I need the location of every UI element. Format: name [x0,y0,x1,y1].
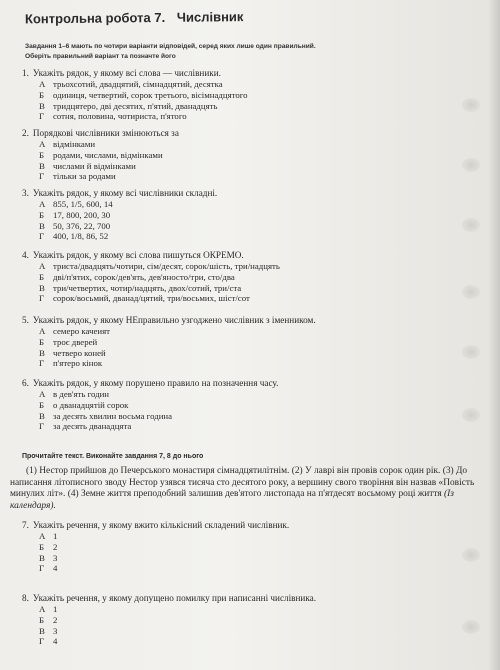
option-letter: А [39,199,46,209]
option-text: четверо коней [53,347,106,358]
option-b[interactable] [22,90,430,101]
option-text: три/четвертих, чотир/надцять, двох/сотий, три/ста [53,282,242,293]
option-h[interactable] [22,421,430,432]
option-text: 17, 800, 200, 30 [53,209,111,220]
question-text: Укажіть рядок, у якому НЕправильно узгоджено числівник з іменником. [32,315,316,325]
option-letter: В [39,625,45,636]
option-b[interactable] [22,400,430,411]
show-through-mark [462,408,480,422]
instructions-line-2: Оберіть правильний варіант та позначте його [25,53,176,60]
option-text: за десять хвилин восьма година [53,410,173,421]
option-letter: А [39,604,46,614]
question-number: 6. [22,378,29,388]
option-v[interactable] [22,101,430,112]
question-2 [22,127,430,182]
option-letter: Б [39,336,45,347]
option-a[interactable] [22,261,430,272]
option-text: 50, 376, 22, 700 [53,220,111,231]
option-text: відмінками [53,139,96,149]
option-h[interactable] [22,563,430,574]
option-letter: Б [39,399,45,410]
option-letter: Г [39,171,45,182]
option-letter: Г [39,563,45,574]
option-b[interactable] [22,542,430,553]
show-through-mark [462,218,480,232]
option-b[interactable] [22,272,430,283]
question-text: Укажіть рядок, у якому порушено правило на позначення часу. [32,378,279,388]
option-letter: А [39,326,46,336]
option-a[interactable] [22,531,430,542]
option-a[interactable] [22,326,430,337]
option-h[interactable] [22,231,430,242]
option-letter: Б [39,209,45,220]
question-1 [22,67,430,122]
option-h[interactable] [22,171,430,182]
option-text: тридцятеро, дві десятих, п'ятий, дванадцять [53,100,218,111]
question-text: Укажіть рядок, у якому всі слова пишуться ОКРЕМО. [32,250,244,260]
option-text: п'ятеро кінок [53,358,103,369]
option-text: числами й відмінками [53,160,136,171]
option-text: 2 [53,541,58,552]
question-number: 4. [22,250,29,260]
option-h[interactable] [22,358,430,369]
reading-passage [10,452,490,512]
option-a[interactable] [22,199,430,210]
option-text: 3 [53,552,58,563]
option-a[interactable] [22,79,430,90]
option-text: в дев'ять годин [53,389,109,399]
option-letter: Г [39,111,45,122]
option-text: сотня, половина, чотириста, п'ятого [53,111,187,122]
option-h[interactable] [22,293,430,304]
question-text: Укажіть рядок, у якому всі числівники складні. [32,188,218,198]
option-text: трьохсотий, двадцятий, сімнадцятий, десятка [53,79,223,89]
option-letter: В [39,410,45,421]
option-a[interactable] [22,604,430,615]
option-h[interactable] [22,636,430,647]
show-through-mark [462,285,480,299]
question-text: Укажіть рядок, у якому всі слова — числівники. [32,68,221,78]
option-v[interactable] [22,553,430,564]
question-text: Укажіть речення, у якому вжито кількісний складений числівник. [32,520,290,530]
show-through-mark [462,548,480,562]
option-v[interactable] [22,348,430,359]
reading-body [10,466,490,512]
option-v[interactable] [22,411,430,422]
option-text: 1 [53,531,58,541]
option-letter: В [39,282,45,293]
option-text: 3 [53,625,58,636]
show-through-mark [462,98,480,112]
option-text: 855, 1/5, 600, 14 [53,199,113,209]
option-a[interactable] [22,139,430,150]
option-text: одиниця, четвертий, сорок третього, вісімнадцятого [53,89,248,100]
option-letter: А [39,531,46,541]
question-number: 7. [22,520,29,530]
option-text: 4 [53,563,58,574]
option-letter: Б [39,614,45,625]
option-letter: Г [39,421,45,432]
instructions-line-1: Завдання 1–6 мають по чотири варіанти відповідей, серед яких лише один правильний. [25,43,316,50]
show-through-mark [462,620,480,634]
option-text: семеро качеият [53,326,111,336]
option-text: дві/п'ятих, сорок/дев'ять, дев'яносто/три, сто/два [53,271,235,282]
option-letter: В [39,100,45,111]
option-letter: В [39,220,45,231]
reading-text: (1) Нестор прийшов до Печерського монастиря сімнадцятилітнім. (2) У лаврі він провів сорок один рік. (3) До написання літописного зводу Нестор узявся тисяча сто десятого року, а вершину свого творіння він назвав «Повість минулих літ». (4) Земне життя преподобний залишив дев'ятого листопада на п'ятдесят восьмому році життя [10,466,475,500]
option-text: сорок/восьмий, дванад/цятий, три/восьмих, шіст/сот [53,293,250,304]
option-letter: Б [39,89,45,100]
option-letter: А [39,79,46,89]
option-letter: Г [39,293,45,304]
option-text: о дванадцятій сорок [53,399,129,410]
question-7 [22,519,430,574]
option-b[interactable] [22,615,430,626]
option-v[interactable] [22,221,430,232]
option-v[interactable] [22,283,430,294]
option-text: родами, числами, відмінками [53,149,163,160]
question-text: Укажіть речення, у якому допущено помилку при написанні числівника. [32,593,317,603]
question-4 [22,249,430,304]
title-text: Контрольна робота 7. [24,9,166,27]
option-letter: Б [39,149,45,160]
option-b[interactable] [22,337,430,348]
option-text: 4 [53,636,58,647]
question-number: 8. [22,593,29,603]
reading-heading: Прочитайте текст. Виконайте завдання 7, 8 до нього [22,453,204,460]
option-text: триста/двадцять/чотири, сім/десят, сорок/шість, три/надцять [53,261,280,271]
option-b[interactable] [22,210,430,221]
question-number: 3. [22,188,29,198]
option-letter: А [39,139,46,149]
instructions [25,42,425,62]
option-text: тільки за родами [53,171,116,182]
page-edge-shadow [488,0,500,670]
option-v[interactable] [22,626,430,637]
show-through-mark [462,158,480,172]
topic-text: Числівник [176,9,244,25]
option-text: 1 [53,604,58,614]
option-a[interactable] [22,389,430,400]
option-letter: Г [39,358,45,369]
reading-source: (Із календаря). [10,489,454,511]
option-letter: Г [39,636,45,647]
question-5 [22,314,430,369]
question-6 [22,377,430,432]
question-number: 2. [22,128,29,138]
option-v[interactable] [22,161,430,172]
option-b[interactable] [22,150,430,161]
option-letter: Г [39,231,45,242]
question-text: Порядкові числівники змінюються за [32,128,179,138]
option-text: за десять дванадцята [53,421,132,432]
option-text: троє дверей [53,336,98,347]
page-title [25,7,480,27]
option-letter: В [39,552,45,563]
option-letter: В [39,347,45,358]
option-h[interactable] [22,111,430,122]
option-letter: А [39,389,46,399]
show-through-mark [462,345,480,359]
option-letter: Б [39,271,45,282]
question-3 [22,187,430,242]
option-letter: Б [39,541,45,552]
option-letter: А [39,261,46,271]
option-text: 400, 1/8, 86, 52 [53,231,109,242]
question-number: 5. [22,315,29,325]
question-8 [22,592,430,647]
option-text: 2 [53,614,58,625]
question-number: 1. [22,68,29,78]
option-letter: В [39,160,45,171]
